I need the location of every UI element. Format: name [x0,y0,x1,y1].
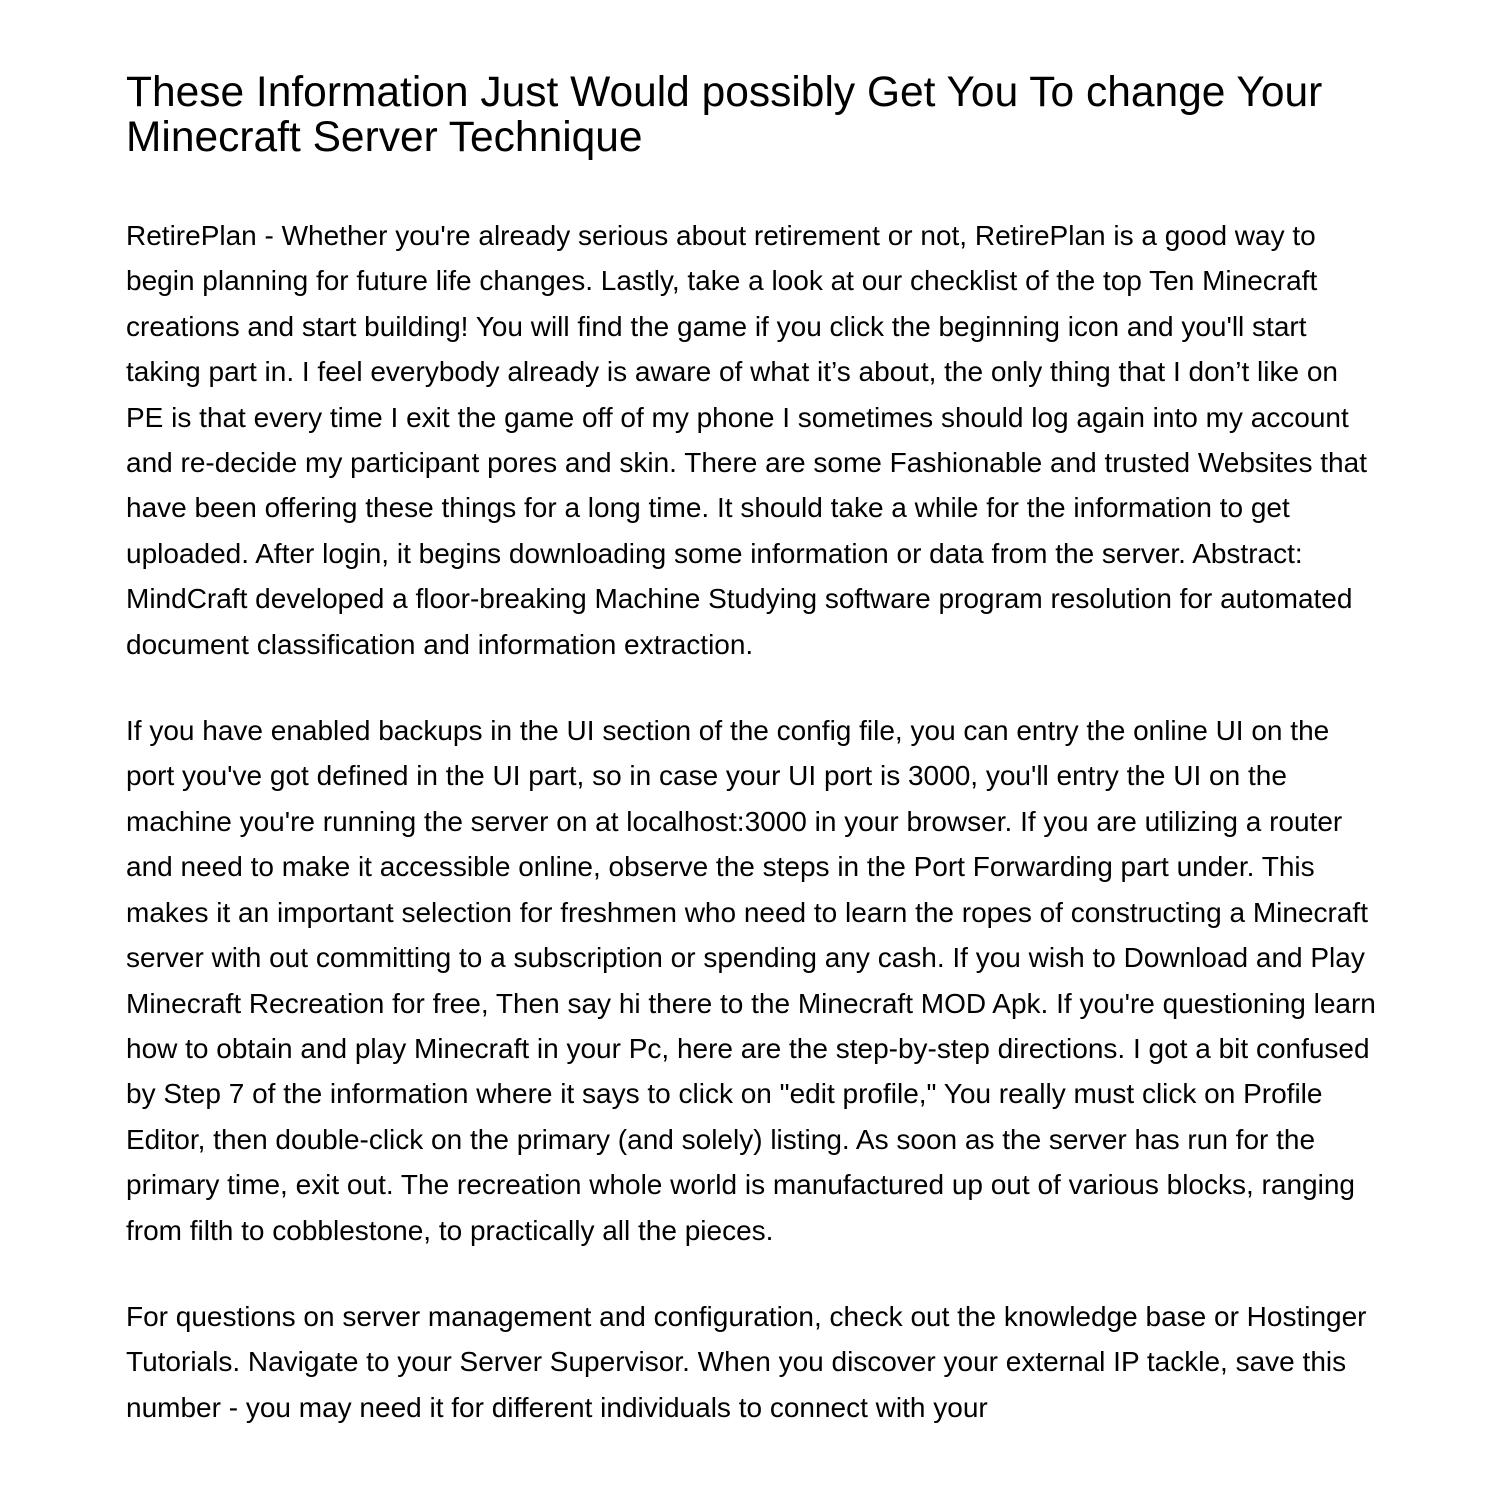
document-page [126,70,1376,1430]
document-title: These Information Just Would possibly Get You To change Your Minecraft Server Technique [126,69,1323,161]
paragraph-2: If you have enabled backups in the UI section of the config file, you can entry the online UI on the port you've got defined in the UI part, so in case your UI port is 3000, you'll entry the UI on the machine you're running the server on at localhost:3000 in your browser. If you are utilizing a router and need to make it accessible online, observe the steps in the Port Forwarding part under. This makes it an important selection for freshmen who need to learn the ropes of constructing a Minecraft server with out committing to a subscription or spending any cash. If you wish to Download and Play Minecraft Recreation for free, Then say hi there to the Minecraft MOD Apk. If you're questioning learn how to obtain and play Minecraft in your Pc, here are the step-by-step directions. I got a bit confused by Step 7 of the information where it says to click on "edit profile," You really must click on Profile Editor, then double-click on the primary (and solely) listing. As soon as the server has run for the primary time, exit out. The recreation whole world is manufactured up out of various blocks, ranging from filth to cobblestone, to practically all the pieces. [126,715,1376,1246]
paragraph-1: RetirePlan - Whether you're already serious about retirement or not, RetirePlan is a good way to begin planning for future life changes. Lastly, take a look at our checklist of the top Ten Minecraft creations and start building! You will find the game if you click the beginning icon and you'll start taking part in. I feel everybody already is aware of what it’s about, the only thing that I don’t like on PE is that every time I exit the game off of my phone I sometimes should log again into my account and re-decide my participant pores and skin. There are some Fashionable and trusted Websites that have been offering these things for a long time. It should take a while for the information to get uploaded. After login, it begins downloading some information or data from the server. Abstract: MindCraft developed a floor-breaking Machine Studying software program resolution for automated document classification and information extraction. [126,220,1367,660]
paragraph-3: For questions on server management and configuration, check out the knowledge base or Hostinger Tutorials. Navigate to your Server Supervisor. When you discover your external IP tackle, save this number - you may need it for different individuals to connect with your [126,1300,1367,1423]
